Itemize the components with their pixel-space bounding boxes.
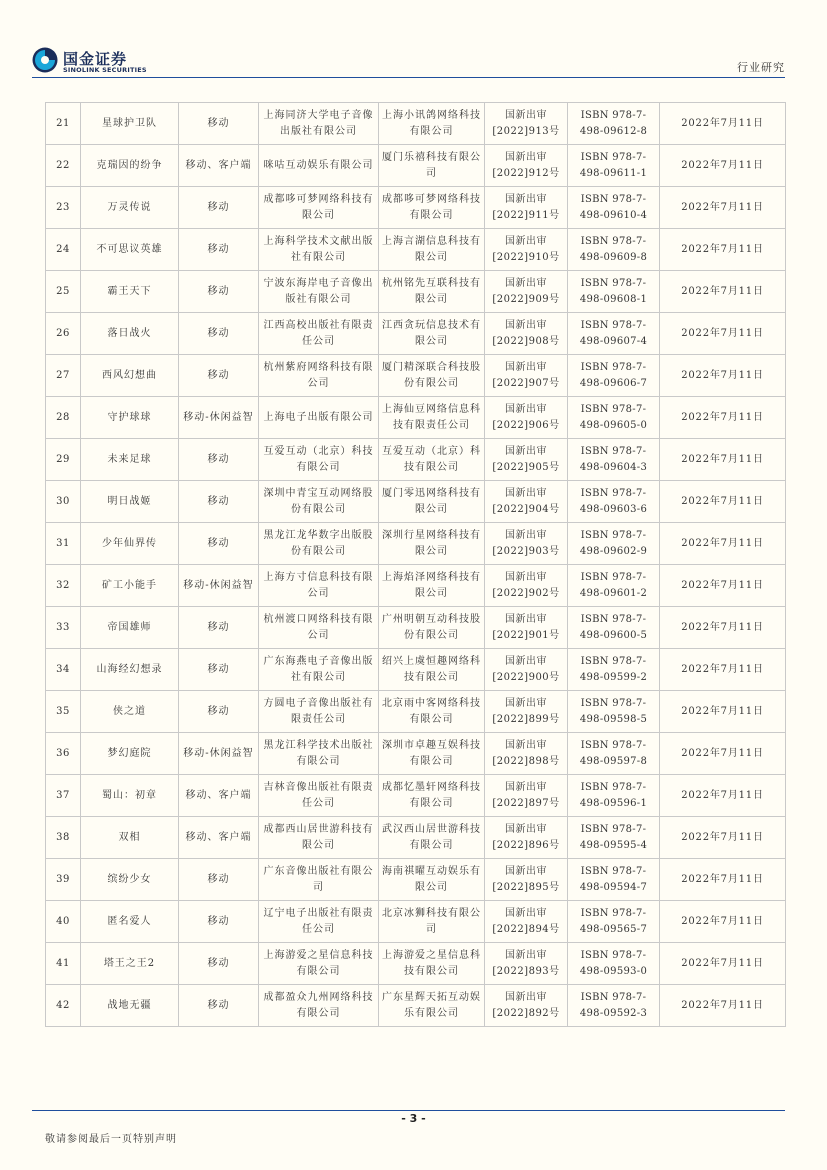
platform-cell: 移动 — [179, 943, 259, 985]
isbn-cell: ISBN 978-7-498-09601-2 — [568, 565, 660, 607]
approval-number-cell: 国新出审[2022]902号 — [485, 565, 568, 607]
table-row — [46, 733, 786, 775]
approval-date-cell: 2022年7月11日 — [660, 691, 786, 733]
row-number-cell: 36 — [46, 733, 81, 775]
report-type-label: 行业研究 — [737, 61, 785, 74]
table-row — [46, 187, 786, 229]
row-number-cell: 22 — [46, 145, 81, 187]
operator-cell: 绍兴上虞恒趣网络科技有限公司 — [379, 649, 485, 691]
row-number-cell: 31 — [46, 523, 81, 565]
approval-date-cell: 2022年7月11日 — [660, 943, 786, 985]
isbn-cell: ISBN 978-7-498-09594-7 — [568, 859, 660, 901]
publisher-cell: 上海游爱之星信息科技有限公司 — [259, 943, 379, 985]
row-number-cell: 28 — [46, 397, 81, 439]
logo-english-name: SINOLINK SECURITIES — [63, 66, 147, 74]
isbn-cell: ISBN 978-7-498-09605-0 — [568, 397, 660, 439]
game-name-cell: 克瑞因的纷争 — [81, 145, 179, 187]
operator-cell: 成都哆可梦网络科技有限公司 — [379, 187, 485, 229]
game-name-cell: 战地无疆 — [81, 985, 179, 1027]
table-row — [46, 397, 786, 439]
platform-cell: 移动、客户端 — [179, 817, 259, 859]
row-number-cell: 42 — [46, 985, 81, 1027]
isbn-cell: ISBN 978-7-498-09606-7 — [568, 355, 660, 397]
table-row — [46, 271, 786, 313]
game-name-cell: 帝国雄师 — [81, 607, 179, 649]
operator-cell: 上海焰泽网络科技有限公司 — [379, 565, 485, 607]
platform-cell: 移动 — [179, 607, 259, 649]
isbn-cell: ISBN 978-7-498-09595-4 — [568, 817, 660, 859]
platform-cell: 移动 — [179, 985, 259, 1027]
publisher-cell: 成都西山居世游科技有限公司 — [259, 817, 379, 859]
approval-number-cell: 国新出审[2022]901号 — [485, 607, 568, 649]
publisher-cell: 广东海燕电子音像出版社有限公司 — [259, 649, 379, 691]
operator-cell: 北京雨中客网络科技有限公司 — [379, 691, 485, 733]
approval-date-cell: 2022年7月11日 — [660, 901, 786, 943]
page-number: - 3 - — [401, 1112, 426, 1125]
operator-cell: 成都忆墨轩网络科技有限公司 — [379, 775, 485, 817]
platform-cell: 移动-休闲益智 — [179, 565, 259, 607]
operator-cell: 厦门精深联合科技股份有限公司 — [379, 355, 485, 397]
row-number-cell: 27 — [46, 355, 81, 397]
approval-date-cell: 2022年7月11日 — [660, 145, 786, 187]
row-number-cell: 38 — [46, 817, 81, 859]
game-name-cell: 万灵传说 — [81, 187, 179, 229]
platform-cell: 移动 — [179, 439, 259, 481]
approval-date-cell: 2022年7月11日 — [660, 649, 786, 691]
isbn-cell: ISBN 978-7-498-09592-3 — [568, 985, 660, 1027]
isbn-cell: ISBN 978-7-498-09597-8 — [568, 733, 660, 775]
row-number-cell: 32 — [46, 565, 81, 607]
publisher-cell: 深圳中青宝互动网络股份有限公司 — [259, 481, 379, 523]
approval-number-cell: 国新出审[2022]894号 — [485, 901, 568, 943]
game-name-cell: 西风幻想曲 — [81, 355, 179, 397]
table-row — [46, 565, 786, 607]
table-row — [46, 985, 786, 1027]
platform-cell: 移动 — [179, 691, 259, 733]
approval-date-cell: 2022年7月11日 — [660, 355, 786, 397]
logo-chinese-name: 国金证券 — [63, 50, 128, 68]
publisher-cell: 互爱互动（北京）科技有限公司 — [259, 439, 379, 481]
approval-number-cell: 国新出审[2022]895号 — [485, 859, 568, 901]
row-number-cell: 21 — [46, 103, 81, 145]
row-number-cell: 35 — [46, 691, 81, 733]
approval-date-cell: 2022年7月11日 — [660, 439, 786, 481]
approval-number-cell: 国新出审[2022]908号 — [485, 313, 568, 355]
table-row — [46, 229, 786, 271]
publisher-cell: 黑龙江龙华数字出版股份有限公司 — [259, 523, 379, 565]
table-row — [46, 943, 786, 985]
row-number-cell: 40 — [46, 901, 81, 943]
operator-cell: 厦门零迅网络科技有限公司 — [379, 481, 485, 523]
approval-date-cell: 2022年7月11日 — [660, 733, 786, 775]
publisher-cell: 吉林音像出版社有限责任公司 — [259, 775, 379, 817]
isbn-cell: ISBN 978-7-498-09602-9 — [568, 523, 660, 565]
approval-number-cell: 国新出审[2022]907号 — [485, 355, 568, 397]
disclaimer-note: 敬请参阅最后一页特别声明 — [45, 1134, 177, 1145]
platform-cell: 移动 — [179, 103, 259, 145]
platform-cell: 移动 — [179, 859, 259, 901]
operator-cell: 上海言湖信息科技有限公司 — [379, 229, 485, 271]
approval-number-cell: 国新出审[2022]906号 — [485, 397, 568, 439]
operator-cell: 杭州铭先互联科技有限公司 — [379, 271, 485, 313]
table-row — [46, 817, 786, 859]
row-number-cell: 34 — [46, 649, 81, 691]
row-number-cell: 39 — [46, 859, 81, 901]
publisher-cell: 杭州渡口网络科技有限公司 — [259, 607, 379, 649]
row-number-cell: 25 — [46, 271, 81, 313]
isbn-cell: ISBN 978-7-498-09612-8 — [568, 103, 660, 145]
approval-number-cell: 国新出审[2022]900号 — [485, 649, 568, 691]
approval-date-cell: 2022年7月11日 — [660, 397, 786, 439]
isbn-cell: ISBN 978-7-498-09593-0 — [568, 943, 660, 985]
isbn-cell: ISBN 978-7-498-09599-2 — [568, 649, 660, 691]
row-number-cell: 26 — [46, 313, 81, 355]
operator-cell: 武汉西山居世游科技有限公司 — [379, 817, 485, 859]
publisher-cell: 上海科学技术文献出版社有限公司 — [259, 229, 379, 271]
approval-number-cell: 国新出审[2022]893号 — [485, 943, 568, 985]
publisher-cell: 成都盈众九州网络科技有限公司 — [259, 985, 379, 1027]
publisher-cell: 杭州紫府网络科技有限公司 — [259, 355, 379, 397]
row-number-cell: 37 — [46, 775, 81, 817]
game-name-cell: 不可思议英雄 — [81, 229, 179, 271]
isbn-cell: ISBN 978-7-498-09611-1 — [568, 145, 660, 187]
platform-cell: 移动 — [179, 355, 259, 397]
game-approval-table-container — [45, 102, 785, 1027]
approval-number-cell: 国新出审[2022]905号 — [485, 439, 568, 481]
approval-number-cell: 国新出审[2022]913号 — [485, 103, 568, 145]
game-name-cell: 梦幻庭院 — [81, 733, 179, 775]
publisher-cell: 咪咕互动娱乐有限公司 — [259, 145, 379, 187]
platform-cell: 移动 — [179, 901, 259, 943]
row-number-cell: 24 — [46, 229, 81, 271]
operator-cell: 互爱互动（北京）科技有限公司 — [379, 439, 485, 481]
row-number-cell: 41 — [46, 943, 81, 985]
row-number-cell: 30 — [46, 481, 81, 523]
platform-cell: 移动 — [179, 313, 259, 355]
isbn-cell: ISBN 978-7-498-09604-3 — [568, 439, 660, 481]
operator-cell: 北京冰狮科技有限公司 — [379, 901, 485, 943]
sinolink-logo-icon — [32, 47, 58, 73]
approval-number-cell: 国新出审[2022]898号 — [485, 733, 568, 775]
game-name-cell: 双相 — [81, 817, 179, 859]
table-row — [46, 691, 786, 733]
isbn-cell: ISBN 978-7-498-09607-4 — [568, 313, 660, 355]
approval-number-cell: 国新出审[2022]896号 — [485, 817, 568, 859]
isbn-cell: ISBN 978-7-498-09600-5 — [568, 607, 660, 649]
isbn-cell: ISBN 978-7-498-09565-7 — [568, 901, 660, 943]
game-name-cell: 落日战火 — [81, 313, 179, 355]
isbn-cell: ISBN 978-7-498-09609-8 — [568, 229, 660, 271]
publisher-cell: 上海电子出版有限公司 — [259, 397, 379, 439]
operator-cell: 上海仙豆网络信息科技有限责任公司 — [379, 397, 485, 439]
game-name-cell: 缤纷少女 — [81, 859, 179, 901]
header-divider — [32, 77, 785, 78]
approval-date-cell: 2022年7月11日 — [660, 985, 786, 1027]
game-name-cell: 星球护卫队 — [81, 103, 179, 145]
isbn-cell: ISBN 978-7-498-09596-1 — [568, 775, 660, 817]
game-name-cell: 明日战姬 — [81, 481, 179, 523]
table-row — [46, 901, 786, 943]
game-name-cell: 少年仙界传 — [81, 523, 179, 565]
approval-date-cell: 2022年7月11日 — [660, 859, 786, 901]
platform-cell: 移动 — [179, 523, 259, 565]
table-row — [46, 439, 786, 481]
platform-cell: 移动 — [179, 271, 259, 313]
publisher-cell: 广东音像出版社有限公司 — [259, 859, 379, 901]
operator-cell: 海南祺曜互动娱乐有限公司 — [379, 859, 485, 901]
publisher-cell: 黑龙江科学技术出版社有限公司 — [259, 733, 379, 775]
publisher-cell: 江西高校出版社有限责任公司 — [259, 313, 379, 355]
isbn-cell: ISBN 978-7-498-09610-4 — [568, 187, 660, 229]
game-name-cell: 未来足球 — [81, 439, 179, 481]
table-row — [46, 145, 786, 187]
page-header — [0, 0, 827, 82]
publisher-cell: 成都哆可梦网络科技有限公司 — [259, 187, 379, 229]
approval-number-cell: 国新出审[2022]910号 — [485, 229, 568, 271]
operator-cell: 深圳行星网络科技有限公司 — [379, 523, 485, 565]
table-row — [46, 523, 786, 565]
platform-cell: 移动、客户端 — [179, 145, 259, 187]
sinolink-logo — [32, 47, 162, 79]
approval-number-cell: 国新出审[2022]904号 — [485, 481, 568, 523]
approval-date-cell: 2022年7月11日 — [660, 271, 786, 313]
operator-cell: 江西贪玩信息技术有限公司 — [379, 313, 485, 355]
isbn-cell: ISBN 978-7-498-09608-1 — [568, 271, 660, 313]
publisher-cell: 辽宁电子出版社有限责任公司 — [259, 901, 379, 943]
publisher-cell: 上海方寸信息科技有限公司 — [259, 565, 379, 607]
approval-date-cell: 2022年7月11日 — [660, 565, 786, 607]
approval-date-cell: 2022年7月11日 — [660, 481, 786, 523]
table-row — [46, 313, 786, 355]
game-name-cell: 霸王天下 — [81, 271, 179, 313]
game-name-cell: 匿名爱人 — [81, 901, 179, 943]
approval-date-cell: 2022年7月11日 — [660, 817, 786, 859]
game-name-cell: 蜀山：初章 — [81, 775, 179, 817]
platform-cell: 移动 — [179, 187, 259, 229]
table-row — [46, 481, 786, 523]
publisher-cell: 方圆电子音像出版社有限责任公司 — [259, 691, 379, 733]
table-row — [46, 607, 786, 649]
game-approval-table — [45, 102, 786, 1027]
game-name-cell: 侠之道 — [81, 691, 179, 733]
approval-date-cell: 2022年7月11日 — [660, 775, 786, 817]
approval-date-cell: 2022年7月11日 — [660, 229, 786, 271]
approval-date-cell: 2022年7月11日 — [660, 187, 786, 229]
approval-number-cell: 国新出审[2022]899号 — [485, 691, 568, 733]
operator-cell: 上海小讯鸽网络科技有限公司 — [379, 103, 485, 145]
platform-cell: 移动-休闲益智 — [179, 397, 259, 439]
approval-date-cell: 2022年7月11日 — [660, 313, 786, 355]
table-row — [46, 103, 786, 145]
platform-cell: 移动 — [179, 229, 259, 271]
platform-cell: 移动 — [179, 649, 259, 691]
operator-cell: 上海游爱之星信息科技有限公司 — [379, 943, 485, 985]
table-row — [46, 859, 786, 901]
operator-cell: 深圳市卓趣互娱科技有限公司 — [379, 733, 485, 775]
row-number-cell: 23 — [46, 187, 81, 229]
approval-number-cell: 国新出审[2022]912号 — [485, 145, 568, 187]
footer-divider — [32, 1110, 785, 1111]
platform-cell: 移动-休闲益智 — [179, 733, 259, 775]
publisher-cell: 上海同济大学电子音像出版社有限公司 — [259, 103, 379, 145]
row-number-cell: 33 — [46, 607, 81, 649]
approval-number-cell: 国新出审[2022]911号 — [485, 187, 568, 229]
platform-cell: 移动、客户端 — [179, 775, 259, 817]
publisher-cell: 宁波东海岸电子音像出版社有限公司 — [259, 271, 379, 313]
operator-cell: 广州明朝互动科技股份有限公司 — [379, 607, 485, 649]
approval-number-cell: 国新出审[2022]892号 — [485, 985, 568, 1027]
table-row — [46, 649, 786, 691]
platform-cell: 移动 — [179, 481, 259, 523]
table-row — [46, 355, 786, 397]
approval-date-cell: 2022年7月11日 — [660, 103, 786, 145]
approval-date-cell: 2022年7月11日 — [660, 607, 786, 649]
isbn-cell: ISBN 978-7-498-09598-5 — [568, 691, 660, 733]
game-name-cell: 守护球球 — [81, 397, 179, 439]
game-name-cell: 塔王之王2 — [81, 943, 179, 985]
game-name-cell: 山海经幻想录 — [81, 649, 179, 691]
approval-date-cell: 2022年7月11日 — [660, 523, 786, 565]
approval-number-cell: 国新出审[2022]897号 — [485, 775, 568, 817]
operator-cell: 厦门乐禧科技有限公司 — [379, 145, 485, 187]
operator-cell: 广东星辉天拓互动娱乐有限公司 — [379, 985, 485, 1027]
table-row — [46, 775, 786, 817]
approval-number-cell: 国新出审[2022]903号 — [485, 523, 568, 565]
game-name-cell: 矿工小能手 — [81, 565, 179, 607]
row-number-cell: 29 — [46, 439, 81, 481]
approval-number-cell: 国新出审[2022]909号 — [485, 271, 568, 313]
isbn-cell: ISBN 978-7-498-09603-6 — [568, 481, 660, 523]
